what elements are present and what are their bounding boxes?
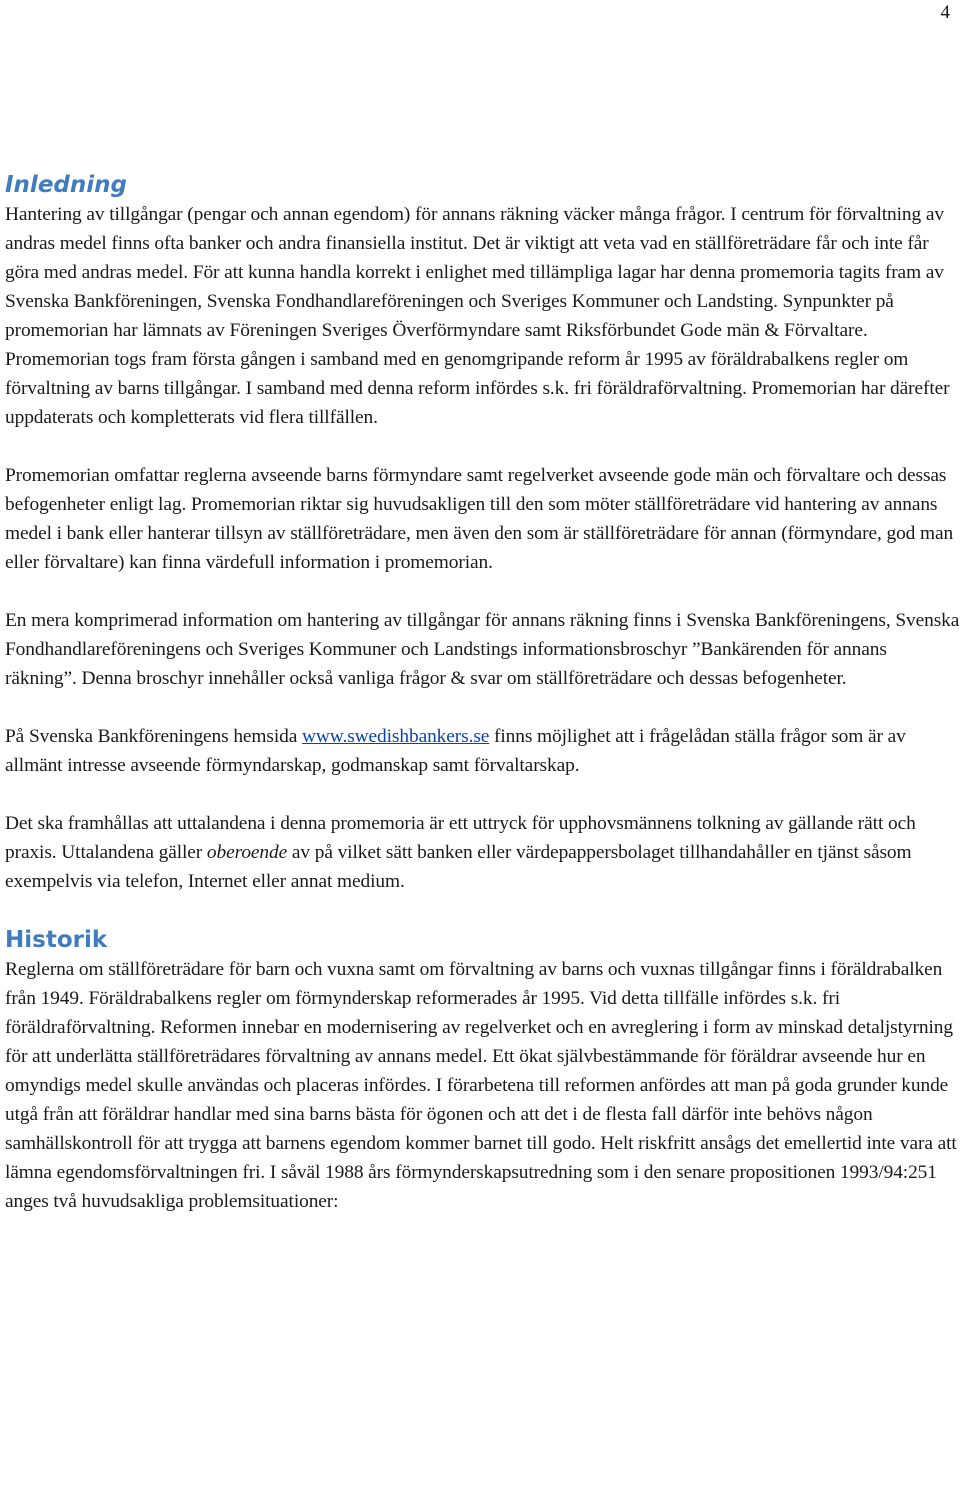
historik-paragraph-1: Reglerna om ställföreträdare för barn och vuxna samt om förvaltning av barns och vuxnas tillgångar finns i föräldrabalken från 1949. Föräldrabalkens regler om förmynderskap reformerades år 1995. Vid detta tillfälle infördes s.k. fri föräldraförvaltning. Reformen innebar en modernisering av regelverket och en avreglering i form av minskad detaljstyrning för att underlätta ställföreträdares förvaltning av annans medel. Ett ökat självbestämmande för föräldrar avseende hur en omyndigs medel skulle användas och placeras infördes. I förarbetena till reformen anfördes att man på goda grunder kunde utgå från att föräldrar handlar med sina barns bästa för ögonen och att det i de flesta fall därför inte behövs någon samhällskontroll för att trygga att barnens egendom kommer barnet till godo. Helt riskfritt ansågs det emellertid inte vara att lämna egendomsförvaltningen fri. I såväl 1988 års förmynderskapsutredning som i den senare propositionen 1993/94:251 anges två huvudsakliga problemsituationer: <box>5 959 957 1212</box>
inledning-paragraph-4 <box>5 722 960 780</box>
document-body <box>5 170 960 1216</box>
paragraph-text: På Svenska Bankföreningens hemsida <box>5 726 302 747</box>
swedishbankers-link[interactable]: www.swedishbankers.se <box>302 726 490 747</box>
inledning-paragraph-2: Promemorian omfattar reglerna avseende barns förmyndare samt regelverket avseende gode män och förvaltare och dessas befogenheter enligt lag. Promemorian riktar sig huvudsakligen till den som möter ställföreträdare vid hantering av annans medel i bank eller hanterar tillsyn av ställföreträdare, men även den som är ställföreträdare för annan (förmyndare, god man eller förvaltare) kan finna värdefull information i promemorian. <box>5 465 954 573</box>
inledning-paragraph-3: En mera komprimerad information om hantering av tillgångar för annans räkning finns i Svenska Bankföreningens, Svenska Fondhandlareföreningens och Sveriges Kommuner och Landstings informationsbroschyr ”Bankärenden för annans räkning”. Denna broschyr innehåller också vanliga frågor & svar om ställföreträdare och dessas befogenheter. <box>5 610 960 689</box>
page-number: 4 <box>940 2 950 23</box>
paragraph-text: Det ska framhållas att uttalandena i denna promemoria är ett uttryck för upphovsmännens tolkning av gällande rätt och praxis. Uttalandena gäller <box>5 813 916 863</box>
inledning-paragraph-5 <box>5 809 960 896</box>
section-heading-historik: Historik <box>5 927 108 953</box>
section-heading-inledning: Inledning <box>5 172 127 198</box>
paragraph-text: av på vilket sätt banken eller värdepappersbolaget tillhandahåller en tjänst såsom exempelvis via telefon, Internet eller annat medium. <box>5 842 912 892</box>
paragraph-text: finns möjlighet att i frågelådan ställa frågor som är av allmänt intresse avseende förmyndarskap, godmanskap samt förvaltarskap. <box>5 726 906 776</box>
inledning-paragraph-1: Hantering av tillgångar (pengar och annan egendom) för annans räkning väcker många frågor. I centrum för förvaltning av andras medel finns ofta banker och andra finansiella institut. Det är viktigt att veta vad en ställföreträdare får och inte får göra med andras medel. För att kunna handla korrekt i enlighet med tillämpliga lagar har denna promemoria tagits fram av Svenska Bankföreningen, Svenska Fondhandlareföreningen och Sveriges Kommuner och Landsting. Synpunkter på promemorian har lämnats av Föreningen Sveriges Överförmyndare samt Riksförbundet Gode män & Förvaltare. Promemorian togs fram första gången i samband med en genomgripande reform år 1995 av föräldrabalkens regler om förvaltning av barns tillgångar. I samband med denna reform infördes s.k. fri föräldraförvaltning. Promemorian har därefter uppdaterats och kompletterats vid flera tillfällen. <box>5 204 950 428</box>
emphasized-word: oberoende <box>206 842 288 863</box>
